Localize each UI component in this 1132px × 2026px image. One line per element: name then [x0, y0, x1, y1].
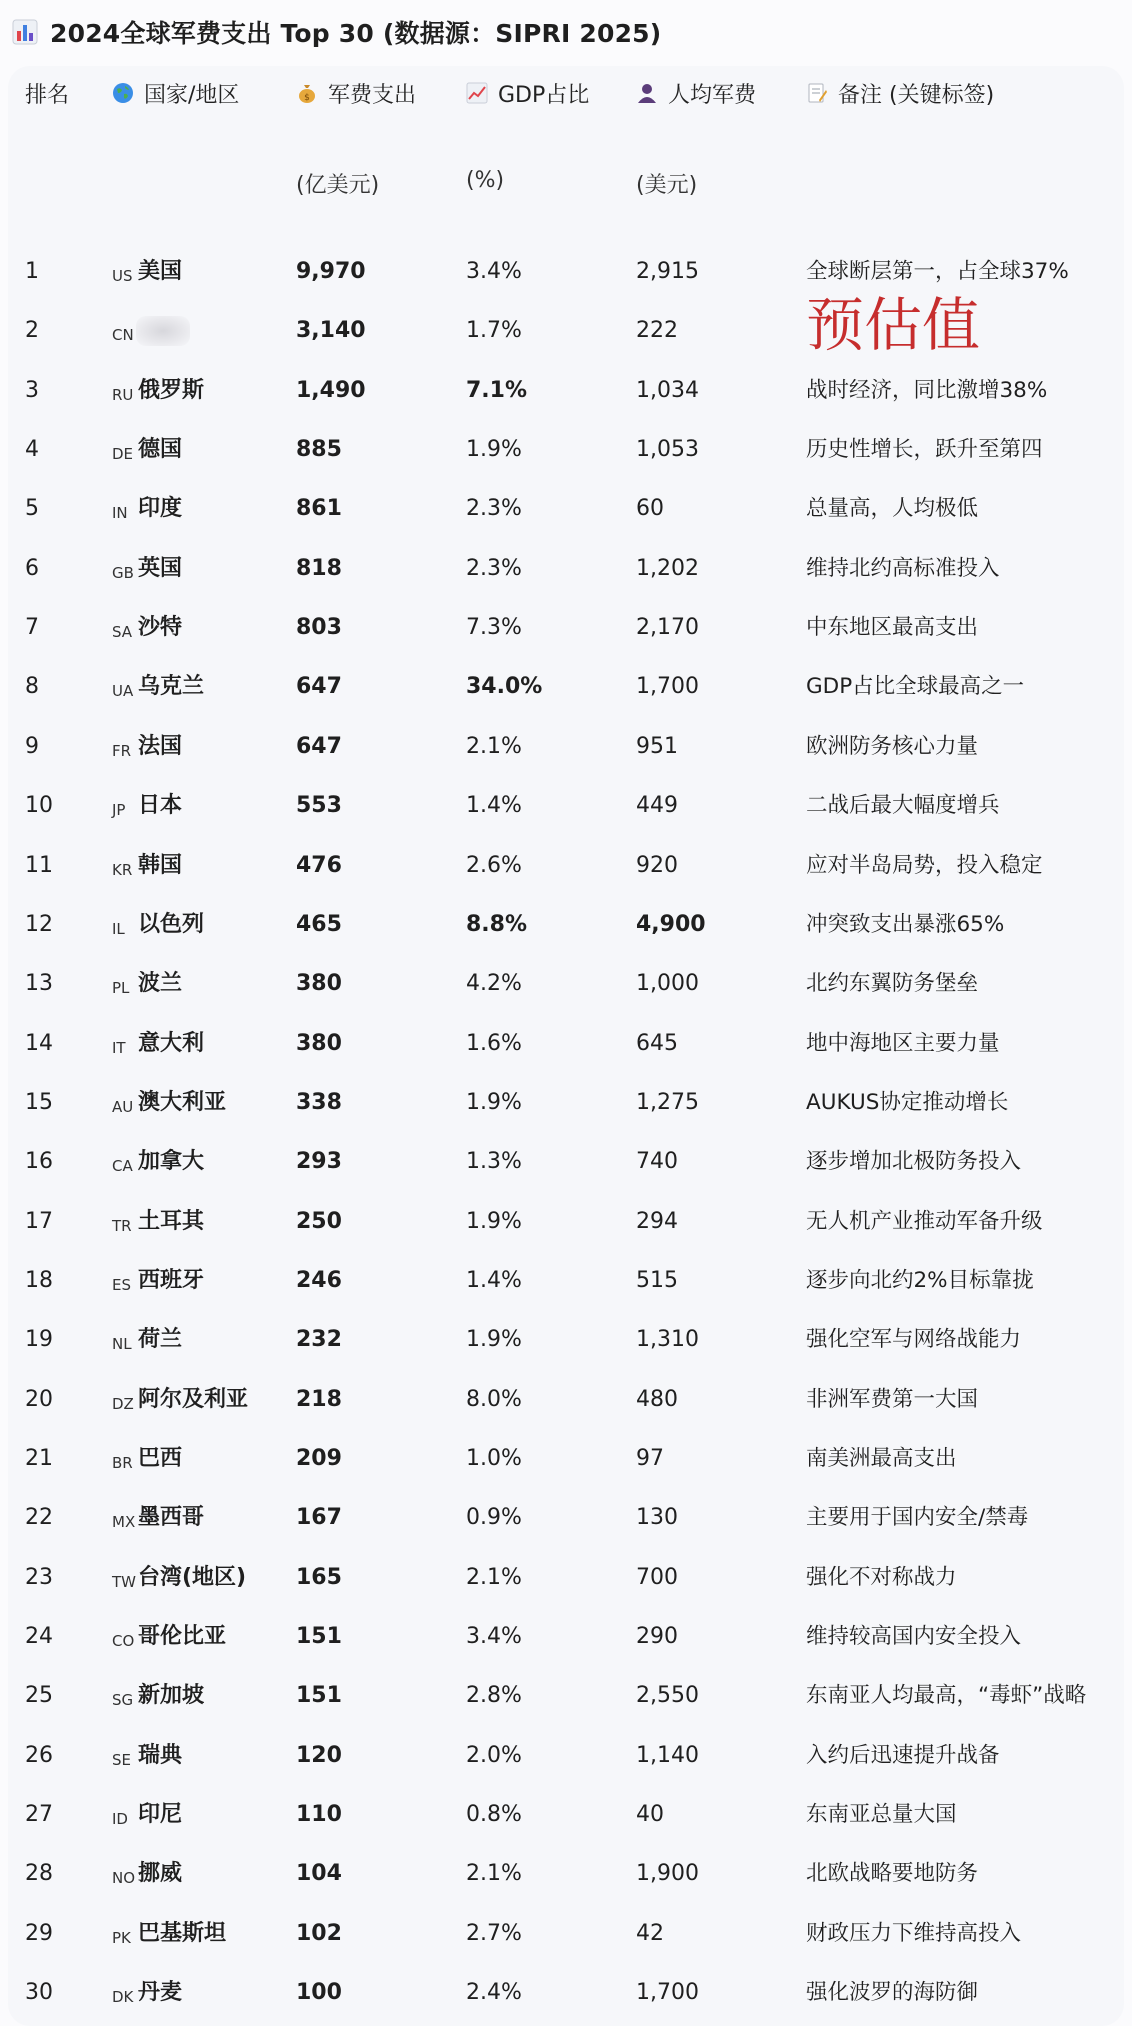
country-code-cell: MX: [112, 1513, 136, 1531]
gdp-cell: 1.6%: [466, 1031, 522, 1056]
country-code-cell: SG: [112, 1691, 134, 1709]
bar-chart-icon: [12, 19, 38, 45]
percap-cell: 920: [636, 853, 678, 878]
spend-cell: 380: [296, 1031, 342, 1056]
gdp-cell: 1.0%: [466, 1446, 522, 1471]
rank-cell: 30: [25, 1980, 53, 2005]
note-cell: 战时经济，同比激增38%: [806, 378, 1048, 403]
spend-cell: 110: [296, 1802, 342, 1827]
note-cell: 欧洲防务核心力量: [806, 734, 979, 759]
rank-cell: 24: [25, 1624, 53, 1649]
percap-cell: 480: [636, 1387, 678, 1412]
trend-chart-icon: [466, 82, 488, 104]
country-code-cell: IT: [112, 1039, 126, 1057]
percap-cell: 40: [636, 1802, 664, 1827]
header-gdp: [466, 76, 589, 110]
note-cell: 应对半岛局势，投入稳定: [806, 853, 1043, 878]
table-row: [0, 1795, 1132, 1835]
table-row: [0, 1498, 1132, 1538]
percap-cell: 2,915: [636, 259, 699, 284]
country-name-cell: 印度: [138, 496, 183, 521]
country-code-cell: CN: [112, 326, 134, 344]
rank-cell: 19: [25, 1327, 53, 1352]
country-name-cell: 日本: [138, 793, 183, 818]
rank-cell: 27: [25, 1802, 53, 1827]
country-code-cell: BR: [112, 1454, 133, 1472]
note-cell: 维持北约高标准投入: [806, 556, 1000, 581]
percap-cell: 951: [636, 734, 678, 759]
country-name-cell: 沙特: [138, 615, 183, 640]
gdp-cell: 8.0%: [466, 1387, 522, 1412]
spend-cell: 104: [296, 1861, 342, 1886]
country-name-cell: 瑞典: [138, 1743, 183, 1768]
spend-cell: 250: [296, 1209, 342, 1234]
country-code-cell: CA: [112, 1157, 133, 1175]
header-percap: [636, 76, 756, 110]
percap-cell: 1,900: [636, 1861, 699, 1886]
note-cell: 全球断层第一，占全球37%: [806, 259, 1069, 284]
percap-cell: 645: [636, 1031, 678, 1056]
percap-cell: 515: [636, 1268, 678, 1293]
country-code-cell: DE: [112, 445, 134, 463]
percap-cell: 1,310: [636, 1327, 699, 1352]
spend-cell: 861: [296, 496, 342, 521]
gdp-cell: 1.3%: [466, 1149, 522, 1174]
country-name-cell: 挪威: [138, 1861, 183, 1886]
rank-cell: 22: [25, 1505, 53, 1530]
table-row: [0, 549, 1132, 589]
note-cell: 入约后迅速提升战备: [806, 1743, 1000, 1768]
spend-cell: 647: [296, 734, 342, 759]
note-cell: 北约东翼防务堡垒: [806, 971, 979, 996]
note-cell: 无人机产业推动军备升级: [806, 1209, 1043, 1234]
note-cell: GDP占比全球最高之一: [806, 674, 1025, 699]
spend-cell: 100: [296, 1980, 342, 2005]
table-row: [0, 1854, 1132, 1894]
country-name-cell: 台湾(地区): [138, 1565, 247, 1590]
note-cell: 总量高，人均极低: [806, 496, 979, 521]
note-cell: AUKUS协定推动增长: [806, 1090, 1009, 1115]
country-name-cell: 俄罗斯: [138, 378, 205, 403]
spend-cell: 151: [296, 1624, 342, 1649]
header-percap-label: 人均军费: [668, 82, 757, 108]
note-cell: 北欧战略要地防务: [806, 1861, 979, 1886]
gdp-cell: 1.9%: [466, 1327, 522, 1352]
percap-cell: 1,700: [636, 1980, 699, 2005]
gdp-cell: 2.0%: [466, 1743, 522, 1768]
gdp-cell: 1.4%: [466, 793, 522, 818]
rank-cell: 5: [25, 496, 39, 521]
note-cell: 财政压力下维持高投入: [806, 1921, 1022, 1946]
estimate-note: 预估值: [806, 291, 981, 359]
percap-cell: 130: [636, 1505, 678, 1530]
header-spend: [296, 76, 416, 110]
percap-cell: 740: [636, 1149, 678, 1174]
table-row: [0, 1142, 1132, 1182]
gdp-cell: 7.1%: [466, 378, 528, 403]
gdp-cell: 2.3%: [466, 556, 522, 581]
spend-cell: 465: [296, 912, 342, 937]
svg-text:$: $: [304, 93, 310, 103]
note-cell: 主要用于国内安全/禁毒: [806, 1505, 1029, 1530]
country-name-cell: 英国: [138, 556, 183, 581]
rank-cell: 6: [25, 556, 39, 581]
percap-cell: 1,275: [636, 1090, 699, 1115]
rank-cell: 12: [25, 912, 53, 937]
rank-cell: 17: [25, 1209, 53, 1234]
percap-cell: 1,700: [636, 674, 699, 699]
table-row: [0, 1024, 1132, 1064]
country-code-cell: CO: [112, 1632, 135, 1650]
rank-cell: 18: [25, 1268, 53, 1293]
country-name-cell: 乌克兰: [138, 674, 205, 699]
spend-cell: 246: [296, 1268, 342, 1293]
percap-cell: 290: [636, 1624, 678, 1649]
country-code-cell: AU: [112, 1098, 134, 1116]
gdp-cell: 2.4%: [466, 1980, 522, 2005]
table-row: [0, 786, 1132, 826]
percap-cell: 700: [636, 1565, 678, 1590]
header-country: [112, 76, 239, 110]
country-name-cell: 美国: [138, 259, 183, 284]
rank-cell: 25: [25, 1683, 53, 1708]
rank-cell: 10: [25, 793, 53, 818]
gdp-cell: 2.1%: [466, 1565, 522, 1590]
spend-cell: 102: [296, 1921, 342, 1946]
country-name-cell: 以色列: [138, 912, 205, 937]
note-cell: 逐步向北约2%目标靠拢: [806, 1268, 1034, 1293]
table-row: [0, 489, 1132, 529]
globe-icon: [112, 82, 134, 104]
country-name-cell: 阿尔及利亚: [138, 1387, 249, 1412]
table-row: [0, 1617, 1132, 1657]
percap-cell: 97: [636, 1446, 664, 1471]
spend-cell: 803: [296, 615, 342, 640]
percap-cell: 1,202: [636, 556, 699, 581]
note-cell: 强化波罗的海防御: [806, 1980, 979, 2005]
country-code-cell: DK: [112, 1988, 134, 2006]
rank-cell: 9: [25, 734, 39, 759]
country-name-cell: 墨西哥: [138, 1505, 205, 1530]
country-code-cell: ES: [112, 1276, 131, 1294]
rank-cell: 14: [25, 1031, 53, 1056]
table-row: [0, 1558, 1132, 1598]
spend-cell: 476: [296, 853, 342, 878]
table-row: [0, 1083, 1132, 1123]
percap-cell: 42: [636, 1921, 664, 1946]
page-title-bar: [12, 10, 661, 54]
table-row: [0, 608, 1132, 648]
country-code-cell: SA: [112, 623, 133, 641]
country-code-cell: RU: [112, 386, 134, 404]
country-code-cell: NL: [112, 1335, 132, 1353]
note-cell: 东南亚总量大国: [806, 1802, 957, 1827]
note-cell: 强化空军与网络战能力: [806, 1327, 1022, 1352]
header-rank-label: 排名: [25, 82, 70, 108]
rank-cell: 4: [25, 437, 39, 462]
note-cell: 非洲军费第一大国: [806, 1387, 979, 1412]
note-cell: 冲突致支出暴涨65%: [806, 912, 1005, 937]
gdp-cell: 1.9%: [466, 1209, 522, 1234]
rank-cell: 13: [25, 971, 53, 996]
country-code-cell: ID: [112, 1810, 128, 1828]
spend-cell: 151: [296, 1683, 342, 1708]
percap-cell: 1,034: [636, 378, 699, 403]
table-row: [0, 846, 1132, 886]
table-row: [0, 727, 1132, 767]
country-code-cell: IL: [112, 920, 125, 938]
gdp-cell: 2.6%: [466, 853, 522, 878]
percap-cell: 294: [636, 1209, 678, 1234]
spend-cell: 1,490: [296, 378, 366, 403]
gdp-cell: 3.4%: [466, 1624, 522, 1649]
rank-cell: 29: [25, 1921, 53, 1946]
gdp-cell: 2.8%: [466, 1683, 522, 1708]
spend-cell: 232: [296, 1327, 342, 1352]
gdp-cell: 1.9%: [466, 1090, 522, 1115]
country-code-cell: GB: [112, 564, 134, 582]
page-title: 2024全球军费支出 Top 30 (数据源：SIPRI 2025): [50, 19, 662, 48]
rank-cell: 20: [25, 1387, 53, 1412]
rank-cell: 11: [25, 853, 53, 878]
header-note: [806, 76, 994, 110]
spend-cell: 380: [296, 971, 342, 996]
country-code-cell: JP: [112, 801, 126, 819]
percap-cell: 449: [636, 793, 678, 818]
unit-gdp: (%): [466, 168, 505, 193]
country-name-cell: 加拿大: [138, 1149, 205, 1174]
table-row: [0, 1914, 1132, 1954]
gdp-cell: 4.2%: [466, 971, 522, 996]
memo-icon: [806, 82, 828, 104]
table-row: [0, 905, 1132, 945]
percap-cell: 1,000: [636, 971, 699, 996]
gdp-cell: 1.7%: [466, 318, 522, 343]
gdp-cell: 1.9%: [466, 437, 522, 462]
table-row: [0, 1736, 1132, 1776]
note-cell: 二战后最大幅度增兵: [806, 793, 1000, 818]
percap-cell: 60: [636, 496, 664, 521]
unit-percap: (美元): [636, 173, 698, 198]
spend-cell: 647: [296, 674, 342, 699]
percap-cell: 4,900: [636, 912, 706, 937]
spend-cell: 3,140: [296, 318, 366, 343]
note-cell: 逐步增加北极防务投入: [806, 1149, 1022, 1174]
gdp-cell: 0.8%: [466, 1802, 522, 1827]
country-name-cell: 韩国: [138, 853, 183, 878]
gdp-cell: 34.0%: [466, 674, 543, 699]
country-name-cell: 印尼: [138, 1802, 183, 1827]
rank-cell: 1: [25, 259, 39, 284]
redacted-name-blur: [132, 311, 190, 351]
country-code-cell: PL: [112, 979, 130, 997]
gdp-cell: 0.9%: [466, 1505, 522, 1530]
table-row: [0, 252, 1132, 292]
percap-cell: 1,053: [636, 437, 699, 462]
spend-cell: 338: [296, 1090, 342, 1115]
note-cell: 维持较高国内安全投入: [806, 1624, 1022, 1649]
country-name-cell: 澳大利亚: [138, 1090, 227, 1115]
country-name-cell: 法国: [138, 734, 183, 759]
country-code-cell: NO: [112, 1869, 136, 1887]
header-spend-label: 军费支出: [328, 82, 417, 108]
table-row: [0, 964, 1132, 1004]
country-code-cell: TR: [112, 1217, 132, 1235]
gdp-cell: 3.4%: [466, 259, 522, 284]
money-bag-icon: [296, 82, 318, 104]
country-name-cell: 荷兰: [138, 1327, 183, 1352]
country-code-cell: PK: [112, 1929, 131, 1947]
country-code-cell: UA: [112, 682, 134, 700]
table-row: [0, 667, 1132, 707]
rank-cell: 21: [25, 1446, 53, 1471]
spend-cell: 553: [296, 793, 342, 818]
spend-cell: 9,970: [296, 259, 366, 284]
country-name-cell: 巴西: [138, 1446, 183, 1471]
gdp-cell: 1.4%: [466, 1268, 522, 1293]
country-code-cell: TW: [112, 1573, 136, 1591]
gdp-cell: 2.3%: [466, 496, 522, 521]
gdp-cell: 2.1%: [466, 734, 522, 759]
country-code-cell: DZ: [112, 1395, 134, 1413]
rank-cell: 28: [25, 1861, 53, 1886]
spend-cell: 818: [296, 556, 342, 581]
spend-cell: 165: [296, 1565, 342, 1590]
country-code-cell: SE: [112, 1751, 131, 1769]
table-row: [0, 1320, 1132, 1360]
rank-cell: 3: [25, 378, 39, 403]
spend-cell: 885: [296, 437, 342, 462]
person-icon: [636, 82, 658, 104]
header-country-label: 国家/地区: [144, 82, 240, 108]
country-code-cell: US: [112, 267, 133, 285]
country-name-cell: 波兰: [138, 971, 183, 996]
country-code-cell: KR: [112, 861, 133, 879]
rank-cell: 23: [25, 1565, 53, 1590]
table-row: [0, 1973, 1132, 2013]
percap-cell: 2,550: [636, 1683, 699, 1708]
table-row: [0, 1439, 1132, 1479]
country-code-cell: FR: [112, 742, 132, 760]
rank-cell: 7: [25, 615, 39, 640]
table-row: [0, 371, 1132, 411]
country-name-cell: 新加坡: [138, 1683, 205, 1708]
rank-cell: 2: [25, 318, 39, 343]
country-name-cell: 丹麦: [138, 1980, 183, 2005]
table-row: [0, 1261, 1132, 1301]
country-name-cell: 哥伦比亚: [138, 1624, 227, 1649]
table-row: [0, 291, 1132, 359]
country-name-cell: 西班牙: [138, 1268, 205, 1293]
note-cell: 南美洲最高支出: [806, 1446, 957, 1471]
header-rank: [25, 76, 69, 110]
header-note-label: 备注 (关键标签): [838, 82, 995, 108]
note-cell: 强化不对称战力: [806, 1565, 957, 1590]
spend-cell: 293: [296, 1149, 342, 1174]
country-name-cell: 意大利: [138, 1031, 205, 1056]
gdp-cell: 2.1%: [466, 1861, 522, 1886]
rank-cell: 15: [25, 1090, 53, 1115]
unit-spend: (亿美元): [296, 173, 380, 198]
table-row: [0, 1202, 1132, 1242]
spend-cell: 209: [296, 1446, 342, 1471]
table-row: [0, 1380, 1132, 1420]
note-cell: 东南亚人均最高，“毒虾”战略: [806, 1683, 1087, 1708]
percap-cell: 1,140: [636, 1743, 699, 1768]
rank-cell: 16: [25, 1149, 53, 1174]
country-name-cell: 土耳其: [138, 1209, 205, 1234]
gdp-cell: 8.8%: [466, 912, 528, 937]
note-cell: 地中海地区主要力量: [806, 1031, 1000, 1056]
gdp-cell: 2.7%: [466, 1921, 522, 1946]
gdp-cell: 7.3%: [466, 615, 522, 640]
table-row: [0, 1676, 1132, 1716]
table-row: [0, 430, 1132, 470]
note-cell: 中东地区最高支出: [806, 615, 979, 640]
country-name-cell: 巴基斯坦: [138, 1921, 227, 1946]
note-cell: 历史性增长，跃升至第四: [806, 437, 1043, 462]
percap-cell: 222: [636, 318, 678, 343]
country-name-cell: 德国: [138, 437, 183, 462]
spend-cell: 120: [296, 1743, 342, 1768]
header-gdp-label: GDP占比: [498, 82, 590, 108]
spend-cell: 167: [296, 1505, 342, 1530]
percap-cell: 2,170: [636, 615, 699, 640]
rank-cell: 26: [25, 1743, 53, 1768]
spend-cell: 218: [296, 1387, 342, 1412]
rank-cell: 8: [25, 674, 39, 699]
country-code-cell: IN: [112, 504, 128, 522]
